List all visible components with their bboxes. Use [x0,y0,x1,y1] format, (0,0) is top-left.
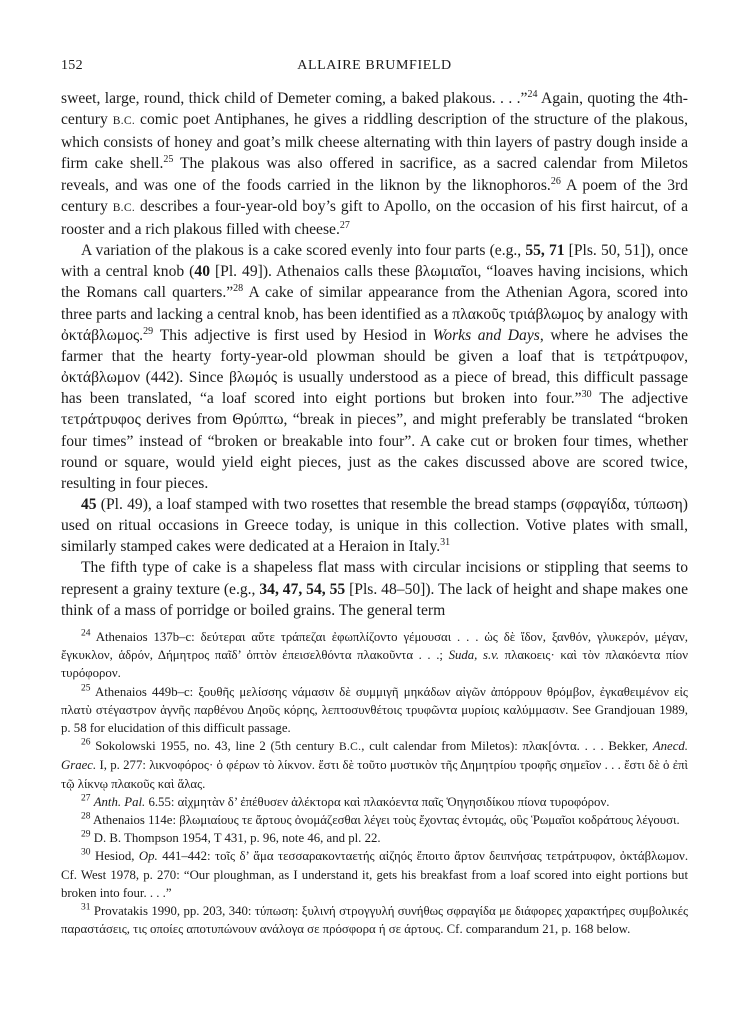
text-run: , cult calendar from Miletos): πλακ[όντα. . . . Bekker, [361,739,653,754]
text-run: Provatakis 1990, pp. 203, 340: τύπωση: ξυλινή στρογγυλή συνήθως σφραγίδα με διάφορες χαρακτήρες συμβολικές παραστάσεις, τις οποίες αποτυπώνουν ανάλογα σε πρόσφορα ή σε άρτους. Cf. comparandum 21, p. 168 below. [61,904,689,937]
text-run: A variation of the plakous is a cake scored evenly into four parts (e.g., [81,242,526,260]
footnote-number: 24 [81,628,91,639]
footnote [61,902,688,938]
text-run: [Pl. 49]). Athenaios calls these βλωμιαῖοι, “loaves having incisions, which the Romans call quarters.” [61,263,688,302]
text-run: [Pls. 48–50]). The lack of height and shape makes one think of a mass of porridge or boiled grains. The general term [61,580,689,619]
page-number: 152 [61,58,83,73]
footnote [61,829,688,847]
italic-text: Anecd. Graec. [61,739,688,773]
footnote-ref: 24 [527,88,538,100]
text-run: (Pl. 49), a loaf stamped with two rosettes that resemble the bread stamps (σφραγίδα, τύπωση) used on ritual occasions in Greece today, is unique in this collection. Votive plates with small, similarly stamped cakes were dedicated at a Heraion in Italy. [61,495,688,556]
text-run: comic poet Antiphanes, he gives a riddling description of the structure of the plakous, which consists of honey and goat’s milk cheese alternating with thin layers of pastry dough inside a firm cake shell. [61,111,688,173]
text-run: describes a four-year-old boy’s gift to Apollo, on the occasion of his first haircut, of a rooster and a rich plakous filled with cheese. [61,197,688,238]
text-run: 6.55: αἰχμητὰν δ’ ἐπέθυσεν ἀλέκτορα καὶ πλακόεντα παῖς Ὁηγησιδίκου πίονα τυροφόρον. [145,794,610,809]
catalogue-number: 45 [81,495,97,513]
paragraph [61,557,688,620]
text-run: πλακοεις· καὶ τὸν πλακόεντα πίον τυρόφορον. [61,648,688,681]
italic-text: Suda, s.v. [448,648,500,663]
text-run: 441–442: τοῖς δ’ ἅμα τεσσαρακονταετής αἰζηός ἕποιτο ἄρτον δειπνήσας τετράτρυφον, ὀκτάβλωμον. Cf. West 1978, p. 270: “Our ploughman, as I understand it, gets his breakfast from a loaf scored into eight portions but broken into four. . . .” [61,849,689,900]
footnote-number: 30 [81,848,91,859]
small-caps-text: B.C. [112,115,136,128]
footnote-ref: 31 [440,537,451,549]
footnote [61,628,688,683]
catalogue-number: 55, 71 [525,242,565,260]
text-run: [Pls. 50, 51]), once with a central knob ( [61,242,688,281]
footnote-ref: 25 [163,154,174,166]
footnote [61,847,688,902]
footnote-number: 26 [81,737,91,748]
text-run: Athenaios 449b–c: ξουθῆς μελίσσης νάμασιν δὲ συμμιγῆ μηκάδων αἰγῶν ἀπόρρουν θρόμβον, ἐγκαθειμένον εἰς πλατὺ στέγαστρον ἁγνῆς παρθένου Δηοῦς κόρης, λεπτοσυνθέτοις τρυφῶντα μυρίοις καλύμμασιν. See Grandjouan 1989, p. 58 for elucidation of this difficult passage. [61,684,688,736]
text-run: Sokolowski 1955, no. 43, line 2 (5th century [95,739,339,754]
catalogue-number: 34, 47, 54, 55 [259,580,346,598]
text-run: The fifth type of cake is a shapeless flat mass with circular incisions or stippling that seems to represent a grainy texture (e.g., [61,559,688,598]
text-run: , where he advises the farmer that the hearty forty-year-old plowman should be given a loaf that is τετράτρυφον, ὀκτάβλωμον (442). Since βλωμός is usually understood as a piece of bread, this difficult passage has been translated, “a loaf scored into eight portions but broken into four.” [61,326,688,408]
catalogue-number: 40 [194,263,210,281]
text-run: Again, quoting the 4th-century [61,90,688,129]
footnote-number: 29 [81,829,91,840]
small-caps-text: B.C. [339,741,362,754]
text-run: Hesiod, [94,849,139,864]
paragraph [61,494,688,557]
italic-text: Op. [138,849,158,864]
footnote-ref: 28 [233,283,244,295]
footnote-ref: 30 [581,389,592,400]
footnote-number: 28 [81,811,91,822]
small-caps-text: B.C. [112,201,135,214]
text-run: Athenaios 114e: βλωμιαίους τε ἄρτους ὀνομάζεσθαι λέγει τοὺς ἔχοντας ἐντομάς, οὓς Ῥωμαῖοι κοδράτους λέγουσι. [93,813,680,828]
paragraph [61,88,688,240]
footnote [61,737,688,793]
paragraph [61,240,688,494]
footnote-ref: 29 [143,325,154,337]
footnote [61,811,688,829]
text-run: The adjective τετράτρυφος derives from Θρύπτω, “break in pieces”, and might preferably be translated “broken four times” instead of “broken or breakable into four”. A cake cut or broken four times, whether round or square, would yield eight pieces, just as the cakes discussed above are scored twice, resulting in four pieces. [61,390,688,492]
footnote [61,793,688,811]
footnote-ref: 27 [339,219,350,231]
footnote [61,683,688,738]
footnote-ref: 26 [550,175,561,187]
running-head: ALLAIRE BRUMFIELD [297,58,452,73]
text-run: Athenaios 137b–c: δεύτεραι αὕτε τράπεζαι ἐφωπλίζοντο γέμουσαι . . . ὡς δὲ ἴδον, ξανθόν, γλυκερόν, μέγαν, ἔγκυκλον, ἁδρόν, Δήμητρος παῖδ’ ὀπτὸν ἐπεισελθόντα πλακοῦντα . . .; [61,630,688,663]
text-run: D. B. Thompson 1954, T 431, p. 96, note 46, and pl. 22. [93,831,381,846]
text-run: The plakous was also offered in sacrifice, as a sacred calendar from Miletos reveals, and was one of the foods carried in the liknon by the liknophoros. [61,155,688,194]
text-run: A cake of similar appearance from the Athenian Agora, scored into three parts and lacking a central knob, has been identified as a πλακοῦς τριάβλωμος by analogy with ὀκτάβλωμος. [61,284,688,344]
italic-text: Anth. Pal. [93,794,146,809]
text-run: I, p. 277: λικνοφόρος· ὁ φέρων τὸ λίκνον. ἔστι δὲ τοῦτο μυστικὸν τῆς Δημητρίου τροφῆς σημεῖον . . . ἔστι δὲ ὁ ἐπὶ τῷ λίκνῳ πλακοῦς καὶ ἅλας. [61,758,688,791]
text-run: A poem of the 3rd century [61,176,688,215]
italic-text: Works and Days [432,326,540,344]
text-run: sweet, large, round, thick child of Demeter coming, a baked plakous. . . .” [61,90,528,107]
page-header [61,58,688,78]
main-text [61,88,688,621]
footnotes [61,628,688,938]
footnote-number: 25 [81,683,91,694]
footnote-number: 31 [81,902,91,913]
footnote-number: 27 [81,793,91,804]
text-run: This adjective is first used by Hesiod in [153,326,433,344]
